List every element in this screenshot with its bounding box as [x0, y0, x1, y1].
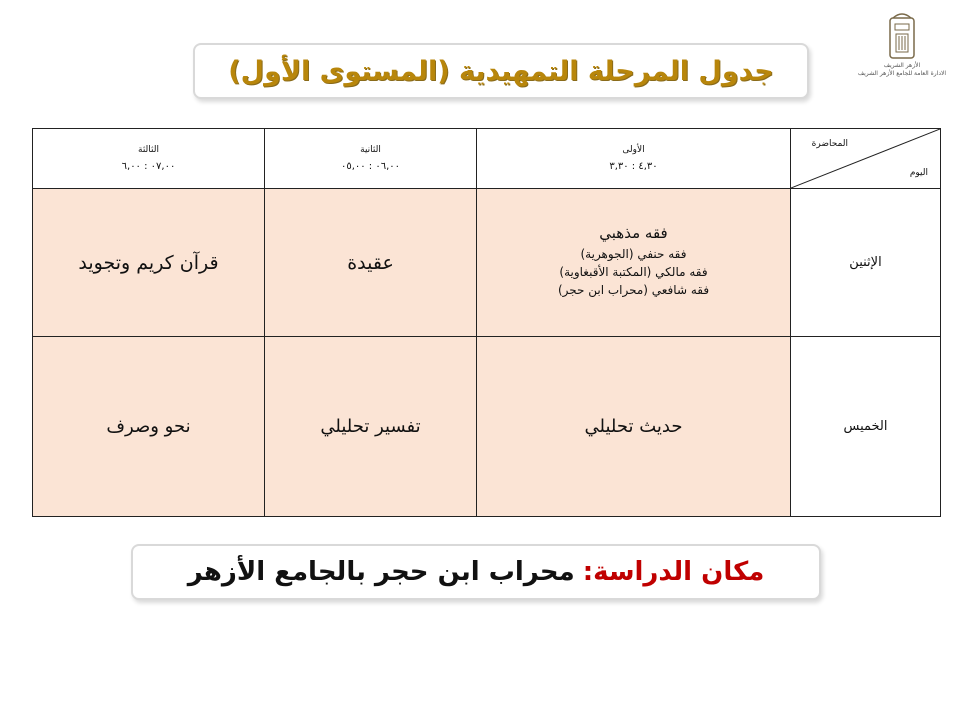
- venue-label: مكان الدراسة:: [582, 557, 765, 587]
- slot-name: الثانية: [360, 145, 381, 155]
- subject-cell: تفسير تحليلي: [265, 337, 477, 517]
- day-cell-thursday: الخميس: [791, 337, 941, 517]
- subject-cell: حديث تحليلي: [477, 337, 791, 517]
- fiqh-hanafi: فقه حنفي (الجوهرية): [580, 247, 687, 261]
- fiqh-shafii: فقه شافعي (محراب ابن حجر): [557, 283, 710, 297]
- venue-value: محراب ابن حجر بالجامع الأزهر: [187, 557, 575, 587]
- slot-name: الأولى: [622, 145, 645, 155]
- corner-day-label: اليوم: [909, 168, 928, 178]
- slot-header-3: [33, 129, 265, 189]
- table-row: [33, 337, 941, 517]
- day-cell-monday: الإثنين: [791, 189, 941, 337]
- azhar-emblem-icon: [887, 10, 917, 62]
- header-row: [33, 129, 941, 189]
- page-title: جدول المرحلة التمهيدية (المستوى الأول): [228, 55, 774, 87]
- slot-header-1: [477, 129, 791, 189]
- subject-title: فقه مذهبي: [599, 224, 668, 242]
- slot-time: ٠٦,٠٠ : ٠٥,٠٠: [340, 161, 401, 172]
- logo-line-2: الادارة العامة للجامع الأزهر الشريف: [857, 70, 947, 77]
- subject-cell: قرآن كريم وتجويد: [33, 189, 265, 337]
- subject-cell: نحو وصرف: [33, 337, 265, 517]
- corner-lecture-label: المحاضرة: [811, 139, 848, 149]
- slot-time: ٠٧,٠٠ : ٦,٠٠: [121, 161, 176, 172]
- title-banner: [193, 43, 809, 99]
- slot-time: ٤,٣٠ : ٣,٣٠: [609, 161, 658, 172]
- diagonal-divider: [791, 129, 940, 188]
- table-row: [33, 189, 941, 337]
- slot-header-2: [265, 129, 477, 189]
- slot-name: الثالثة: [138, 145, 159, 155]
- schedule-table: [32, 128, 941, 517]
- corner-cell: [791, 129, 941, 189]
- fiqh-maliki: فقه مالكي (المكتبة الأقبغاوية): [559, 265, 708, 279]
- venue-banner: [131, 544, 821, 600]
- subject-cell: عقيدة: [265, 189, 477, 337]
- logo-line-1: الأزهر الشريف: [883, 62, 921, 69]
- azhar-logo: [850, 10, 954, 100]
- subject-cell: [477, 189, 791, 337]
